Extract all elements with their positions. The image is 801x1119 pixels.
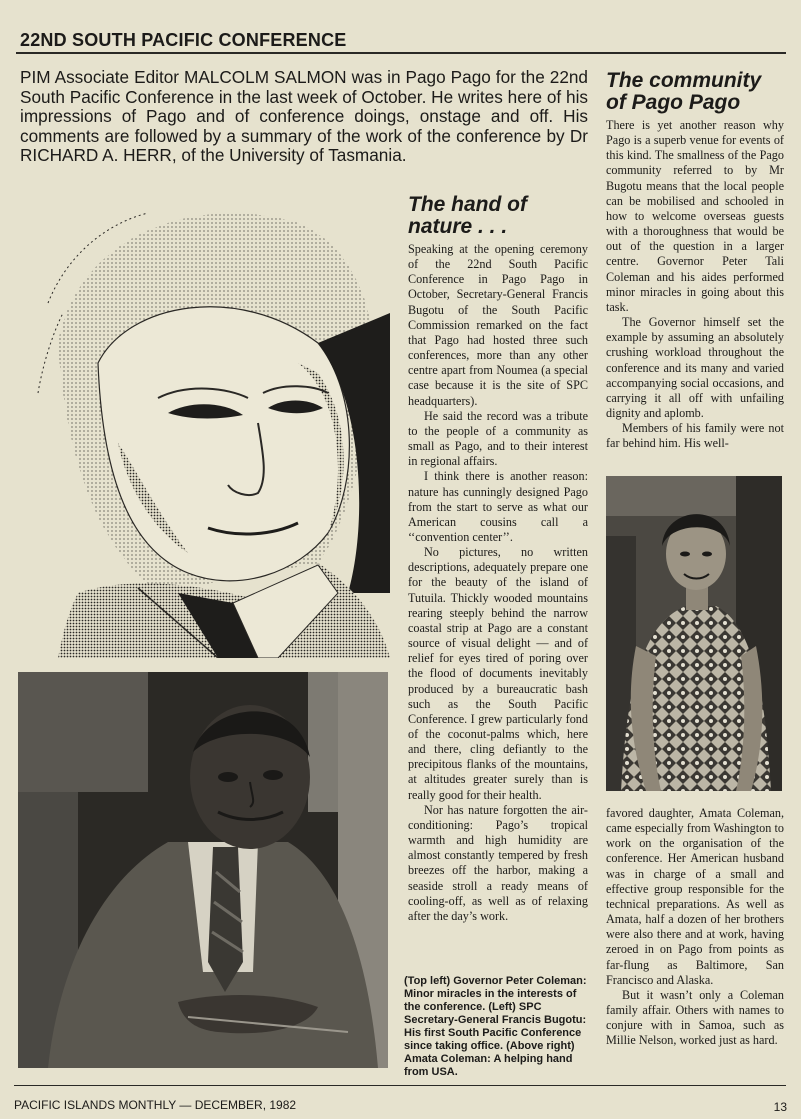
photo-governor-coleman [18,193,390,658]
article-body-community-bottom [606,806,784,1049]
intro-paragraph [20,68,588,166]
paragraph: favored daughter, Amata Coleman, came especially from Washington to work on the organisation of the conference. Her American husband was in charge of a small and effective group responsible for the technical preparations. As well as Amata, half a dozen of her brothers were also there and at work, having zeroed in on Pago from points as far-flung as Baltimore, San Francisco and Alaska. [606,806,784,987]
heading-text: The hand of nature . . . [408,193,527,238]
heading-text: The community of Pago Pago [606,69,762,114]
section-title: 22ND SOUTH PACIFIC CONFERENCE [20,30,347,50]
header-rule [16,52,786,54]
photo-caption: (Top left) Governor Peter Coleman: Minor miracles in the interests of the conference. (Left) SPC Secretary-General Francis Bugotu: His first South Pacific Conference since taking office. (Above right) Amata Coleman: A helping hand from USA. [404,975,587,1078]
article-body-hand-of-nature [408,242,588,924]
intro-text: PIM Associate Editor MALCOLM SALMON was in Pago Pago for the 22nd South Pacific Conference in the last week of October. He writes here of his impressions of Pago and of conference doings, onstage and off. His comments are followed by a summary of the work of the conference by Dr RICHARD A. HERR, of the University of Tasmania. [20,67,588,165]
portrait-sketch-image [18,193,390,658]
photo-amata-coleman [606,476,782,791]
article-body-community-top [606,118,784,451]
article-heading-community [606,70,786,114]
paragraph: I think there is another reason: nature has cunningly designed Pago from the start to serve as what our American cousins call a ‘‘convention center’’. [408,469,588,544]
paragraph: No pictures, no written descriptions, adequately prepare one for the beauty of the island of Tutuila. Thickly wooded mountains rearing steeply behind the narrow coastal strip at Pago are a constant source of visual delight — and of relief for eyes tired of poring over the flood of documents inevitably produced by a bureaucratic bash such as the South Pacific Conference. I grew particularly fond of the coconut-palms which, here and there, cling defiantly to the precipitous flanks of the mountains, at altitudes greater surely than is really good for their health. [408,545,588,802]
paragraph: But it wasn’t only a Coleman family affair. Others with names to conjure with in Samoa, such as Millie Nelson, worked just as hard. [606,987,784,1048]
bugotu-photo-image [18,672,388,1068]
footer-rule [14,1085,786,1086]
paragraph: There is yet another reason why Pago is a superb venue for events of this kind. The smallness of the Pago community referred to by Mr Bugotu means that the local people can be mobilised and schooled in how to welcome overseas guests with a thoroughness that would be out of the question in a larger centre. Governor Peter Tali Coleman and his aides performed minor miracles in going about this task. [606,118,784,314]
paragraph: The Governor himself set the example by assuming an absolutely crushing workload throughout the conference and its many and varied accompanying social occasions, and carrying it all off with unfailing dignity and aplomb. [606,315,784,420]
article-heading-hand-of-nature [408,194,596,238]
photo-francis-bugotu [18,672,388,1068]
paragraph: Members of his family were not far behind him. His well- [606,421,784,451]
paragraph: Speaking at the opening ceremony of the 22nd South Pacific Conference in Pago Pago in October, Secretary-General Francis Bugotu of the South Pacific Commission remarked on the fact that Pago had hosted three such conferences, more than any other centre apart from Noumea (a special case because it is the site of SPC headquarters). [408,242,588,408]
paragraph: He said the record was a tribute to the people of a community as small as Pago, and to their interest in regional affairs. [408,408,588,469]
paragraph: Nor has nature forgotten the air-conditioning: Pago’s tropical warmth and high humidity are almost constantly tempered by fresh breezes off the harbor, making a seaside stroll a ready means of cooling-off, as well as of relaxing after the day’s work. [408,802,588,923]
page-number: 13 [773,1100,787,1114]
amata-photo-image [606,476,782,791]
footer-publication: PACIFIC ISLANDS MONTHLY — DECEMBER, 1982 [14,1098,297,1112]
